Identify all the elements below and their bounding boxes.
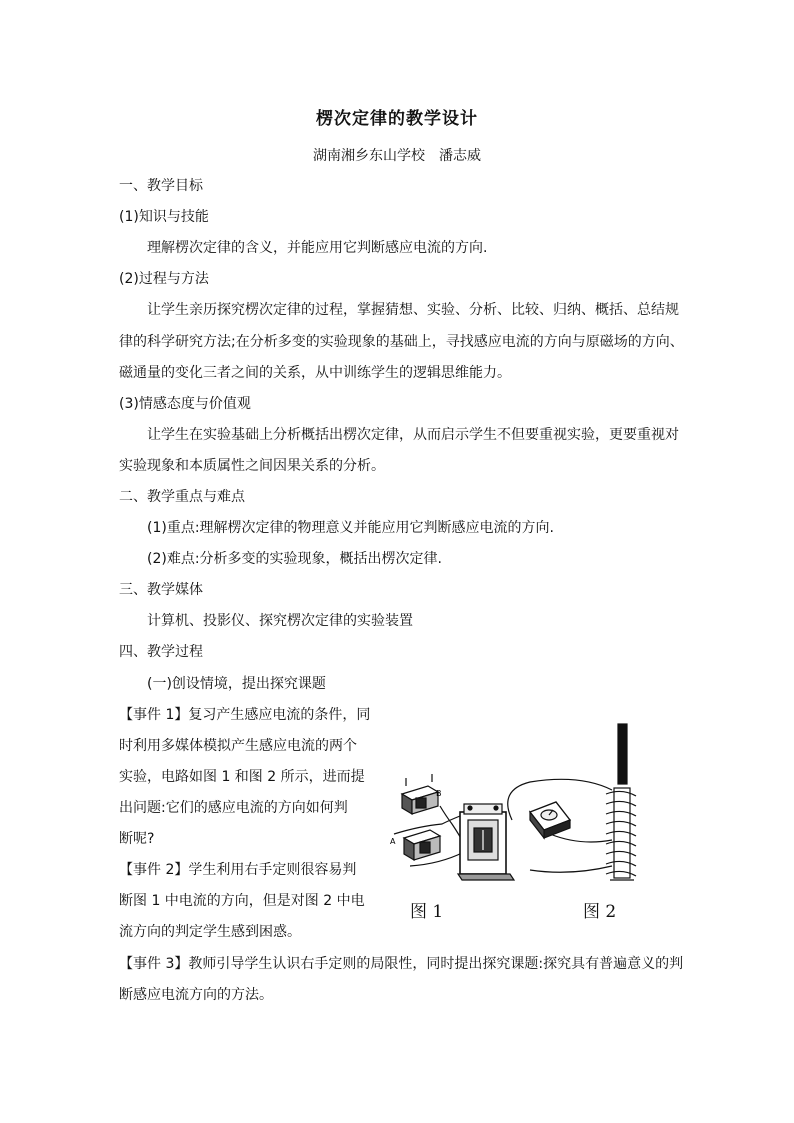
paragraph-line: 断呢? (119, 831, 155, 847)
paragraph-line: 让学生在实验基础上分析概括出楞次定律，从而启示学生不但要重视实验，更要重视对 (147, 427, 679, 443)
paragraph-line: (2)难点:分析多变的实验现象，概括出楞次定律. (147, 551, 442, 567)
paragraph-line: 实验现象和本质属性之间因果关系的分析。 (119, 458, 385, 474)
page-title: 楞次定律的教学设计 (316, 109, 478, 129)
paragraph-line: 让学生亲历探究楞次定律的过程，掌握猜想、实验、分析、比较、归纳、概括、总结规 (147, 302, 679, 318)
paragraph-line: (1)重点:理解楞次定律的物理意义并能应用它判断感应电流的方向. (147, 520, 554, 536)
subheading-knowledge: (1)知识与技能 (119, 209, 209, 225)
paragraph-line: 时利用多媒体模拟产生感应电流的两个 (119, 738, 357, 754)
section-heading-goals: 一、教学目标 (119, 178, 203, 194)
section-heading-process: 四、教学过程 (119, 644, 203, 660)
paragraph-line: 【事件 2】学生利用右手定则很容易判 (119, 862, 357, 878)
point-label-b: B (436, 789, 442, 798)
figure1-apparatus (394, 774, 514, 880)
figure1-label: 图 1 (410, 902, 444, 922)
section-heading-media: 三、教学媒体 (119, 582, 203, 598)
paragraph-line: 【事件 3】教师引导学生认识右手定则的局限性，同时提出探究课题:探究具有普遍意义的判 (119, 956, 684, 972)
paragraph-line: 律的科学研究方法;在分析多变的实验现象的基础上，寻找感应电流的方向与原磁场的方向、 (119, 334, 684, 350)
section-heading-key-points: 二、教学重点与难点 (119, 489, 245, 505)
apparatus-illustration (380, 716, 650, 896)
paragraph-line: 理解楞次定律的含义，并能应用它判断感应电流的方向. (147, 240, 488, 256)
subheading-process: (2)过程与方法 (119, 271, 209, 287)
paragraph-line: 断感应电流方向的方法。 (119, 987, 273, 1003)
point-label-a: A (390, 837, 396, 846)
experiment-figure (380, 716, 650, 921)
paragraph-line: 实验，电路如图 1 和图 2 所示，进而提 (119, 769, 365, 785)
figure2-label: 图 2 (583, 902, 617, 922)
author-line: 湖南湘乡东山学校 潘志威 (313, 148, 481, 164)
paragraph-line: 断图 1 中电流的方向，但是对图 2 中电 (119, 893, 365, 909)
figure2-apparatus (508, 724, 636, 880)
paragraph-line: 磁通量的变化三者之间的关系，从中训练学生的逻辑思维能力。 (119, 365, 511, 381)
paragraph-line: 【事件 1】复习产生感应电流的条件，同 (119, 707, 371, 723)
subheading-scenario: (一)创设情境，提出探究课题 (147, 676, 326, 692)
paragraph-line: 出问题:它们的感应电流的方向如何判 (119, 800, 348, 816)
paragraph-line: 计算机、投影仪、探究楞次定律的实验装置 (147, 613, 413, 629)
paragraph-line: 流方向的判定学生感到困惑。 (119, 924, 301, 940)
subheading-attitude: (3)情感态度与价值观 (119, 396, 251, 412)
